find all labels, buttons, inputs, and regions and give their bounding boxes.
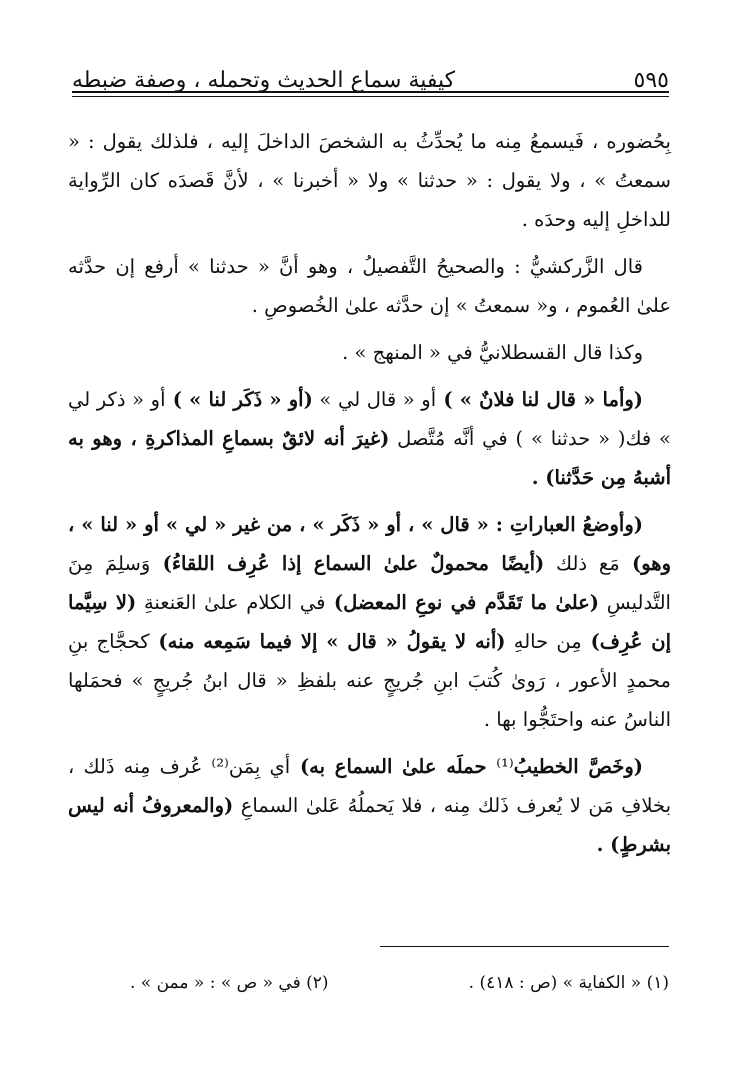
text-run: بِحُضوره ، فَيسمعُ مِنه ما يُحدِّثُ به الشخصَ الداخلَ إليه ، فلذلك يقول : « سمعتُ » ، ولا يقول : « حدثنا » ولا « أخبرنا » ، لأنَّ قَصدَه كان الرِّواية للداخلِ إليه وحدَه . [68,130,671,231]
text-run: ⁽¹⁾ [496,755,514,778]
bold-text-run: (أيضًا محمولٌ علىٰ السماع إذا عُرِف اللقاءُ) [150,552,545,575]
footnote-2: (٢) في « ص » : « ممن » . [130,973,329,993]
text-run: وكذا قال القسطلانيُّ في « المنهج » . [342,341,643,364]
running-header [72,54,669,96]
header-title: كيفية سماع الحديث وتحمله ، وصفة ضبطه [72,68,456,93]
bold-text-run: (والمعروفُ أنه ليس بشرطٍ) . [68,794,671,856]
paragraph [68,247,671,325]
text-run: عُرف مِنه ذَلك ، بخلافِ مَن لا يُعرف ذَلك مِنه ، فلا يَحملُهُ عَلىٰ السماعِ [68,755,671,817]
page-number: ٥٩٥ [633,68,669,93]
text-run: قال الزَّركشيُّ : والصحيحُ التَّفصيلُ ، وهو أنَّ « حدثنا » أرفع إن حدَّثه علىٰ العُموم ، و« سمعتُ » إن حدَّثه علىٰ الخُصوصِ . [68,255,671,317]
footnotes [130,970,669,1000]
bold-text-run: (أنه لا يقولُ « قال » إلا فيما سَمِعه منه) [149,630,506,653]
bold-text-run: (وأوضعُ العباراتِ : « قال » ، أو « ذَكَر » ، من غير « لي » أو « لنا » ، وهو) [68,513,672,575]
text-run: في [474,427,508,450]
bold-text-run: (وأما « قال لنا فلانٌ » ) [436,388,644,411]
bold-text-run: حملَه علىٰ السماع به) [290,755,497,778]
text-run: مَع ذلك [544,552,620,575]
header-rule-thin [72,96,669,97]
bold-text-run: (غيرَ أنه لائقٌ بسماعِ المذاكرةِ ، وهو به أشبهُ مِن حَدَّثنا) . [68,427,671,489]
text-run: ⁽²⁾ [211,755,229,778]
paragraph [68,333,671,372]
text-run: أو « قال لي » [312,388,437,411]
text-run: في الكلام علىٰ العَنعنةِ [136,591,326,614]
text-run: أي بِمَن [228,755,291,778]
footnote-1: (١) « الكفاية » (ص : ٤١٨) . [468,973,669,993]
bold-text-run: (أو « ذَكَر لنا » ) [165,388,313,411]
bold-text-run: (لا سِيَّما إن عُرِف) [68,591,671,653]
paragraph [68,505,671,739]
bold-text-run: (وخَصَّ الخطيبُ [513,755,643,778]
paragraph [68,122,671,239]
header-rule-thick [72,91,669,93]
text-run: أنَّه مُتَّصل [389,427,475,450]
footnote-separator [380,946,669,947]
text-run: أو « ذكر لي » فك( « حدثنا » ) [68,388,671,450]
text-run: مِن حالهِ [505,630,582,653]
bold-text-run: (علىٰ ما تَقَدَّم في نوعِ المعضل) [325,591,600,614]
text-run: وَسلِمَ مِنَ التَّدليسِ [68,552,671,614]
text-run: كحجَّاج بنِ محمدٍ الأعور ، رَوىٰ كُتبَ ابنِ جُريجٍ عنه بلفظِ « قال ابنُ جُريجٍ » فحمَلها الناسُ عنه واحتَجُّوا بها . [68,630,671,731]
body-text [68,122,671,872]
paragraph [68,747,671,864]
paragraph [68,380,671,497]
